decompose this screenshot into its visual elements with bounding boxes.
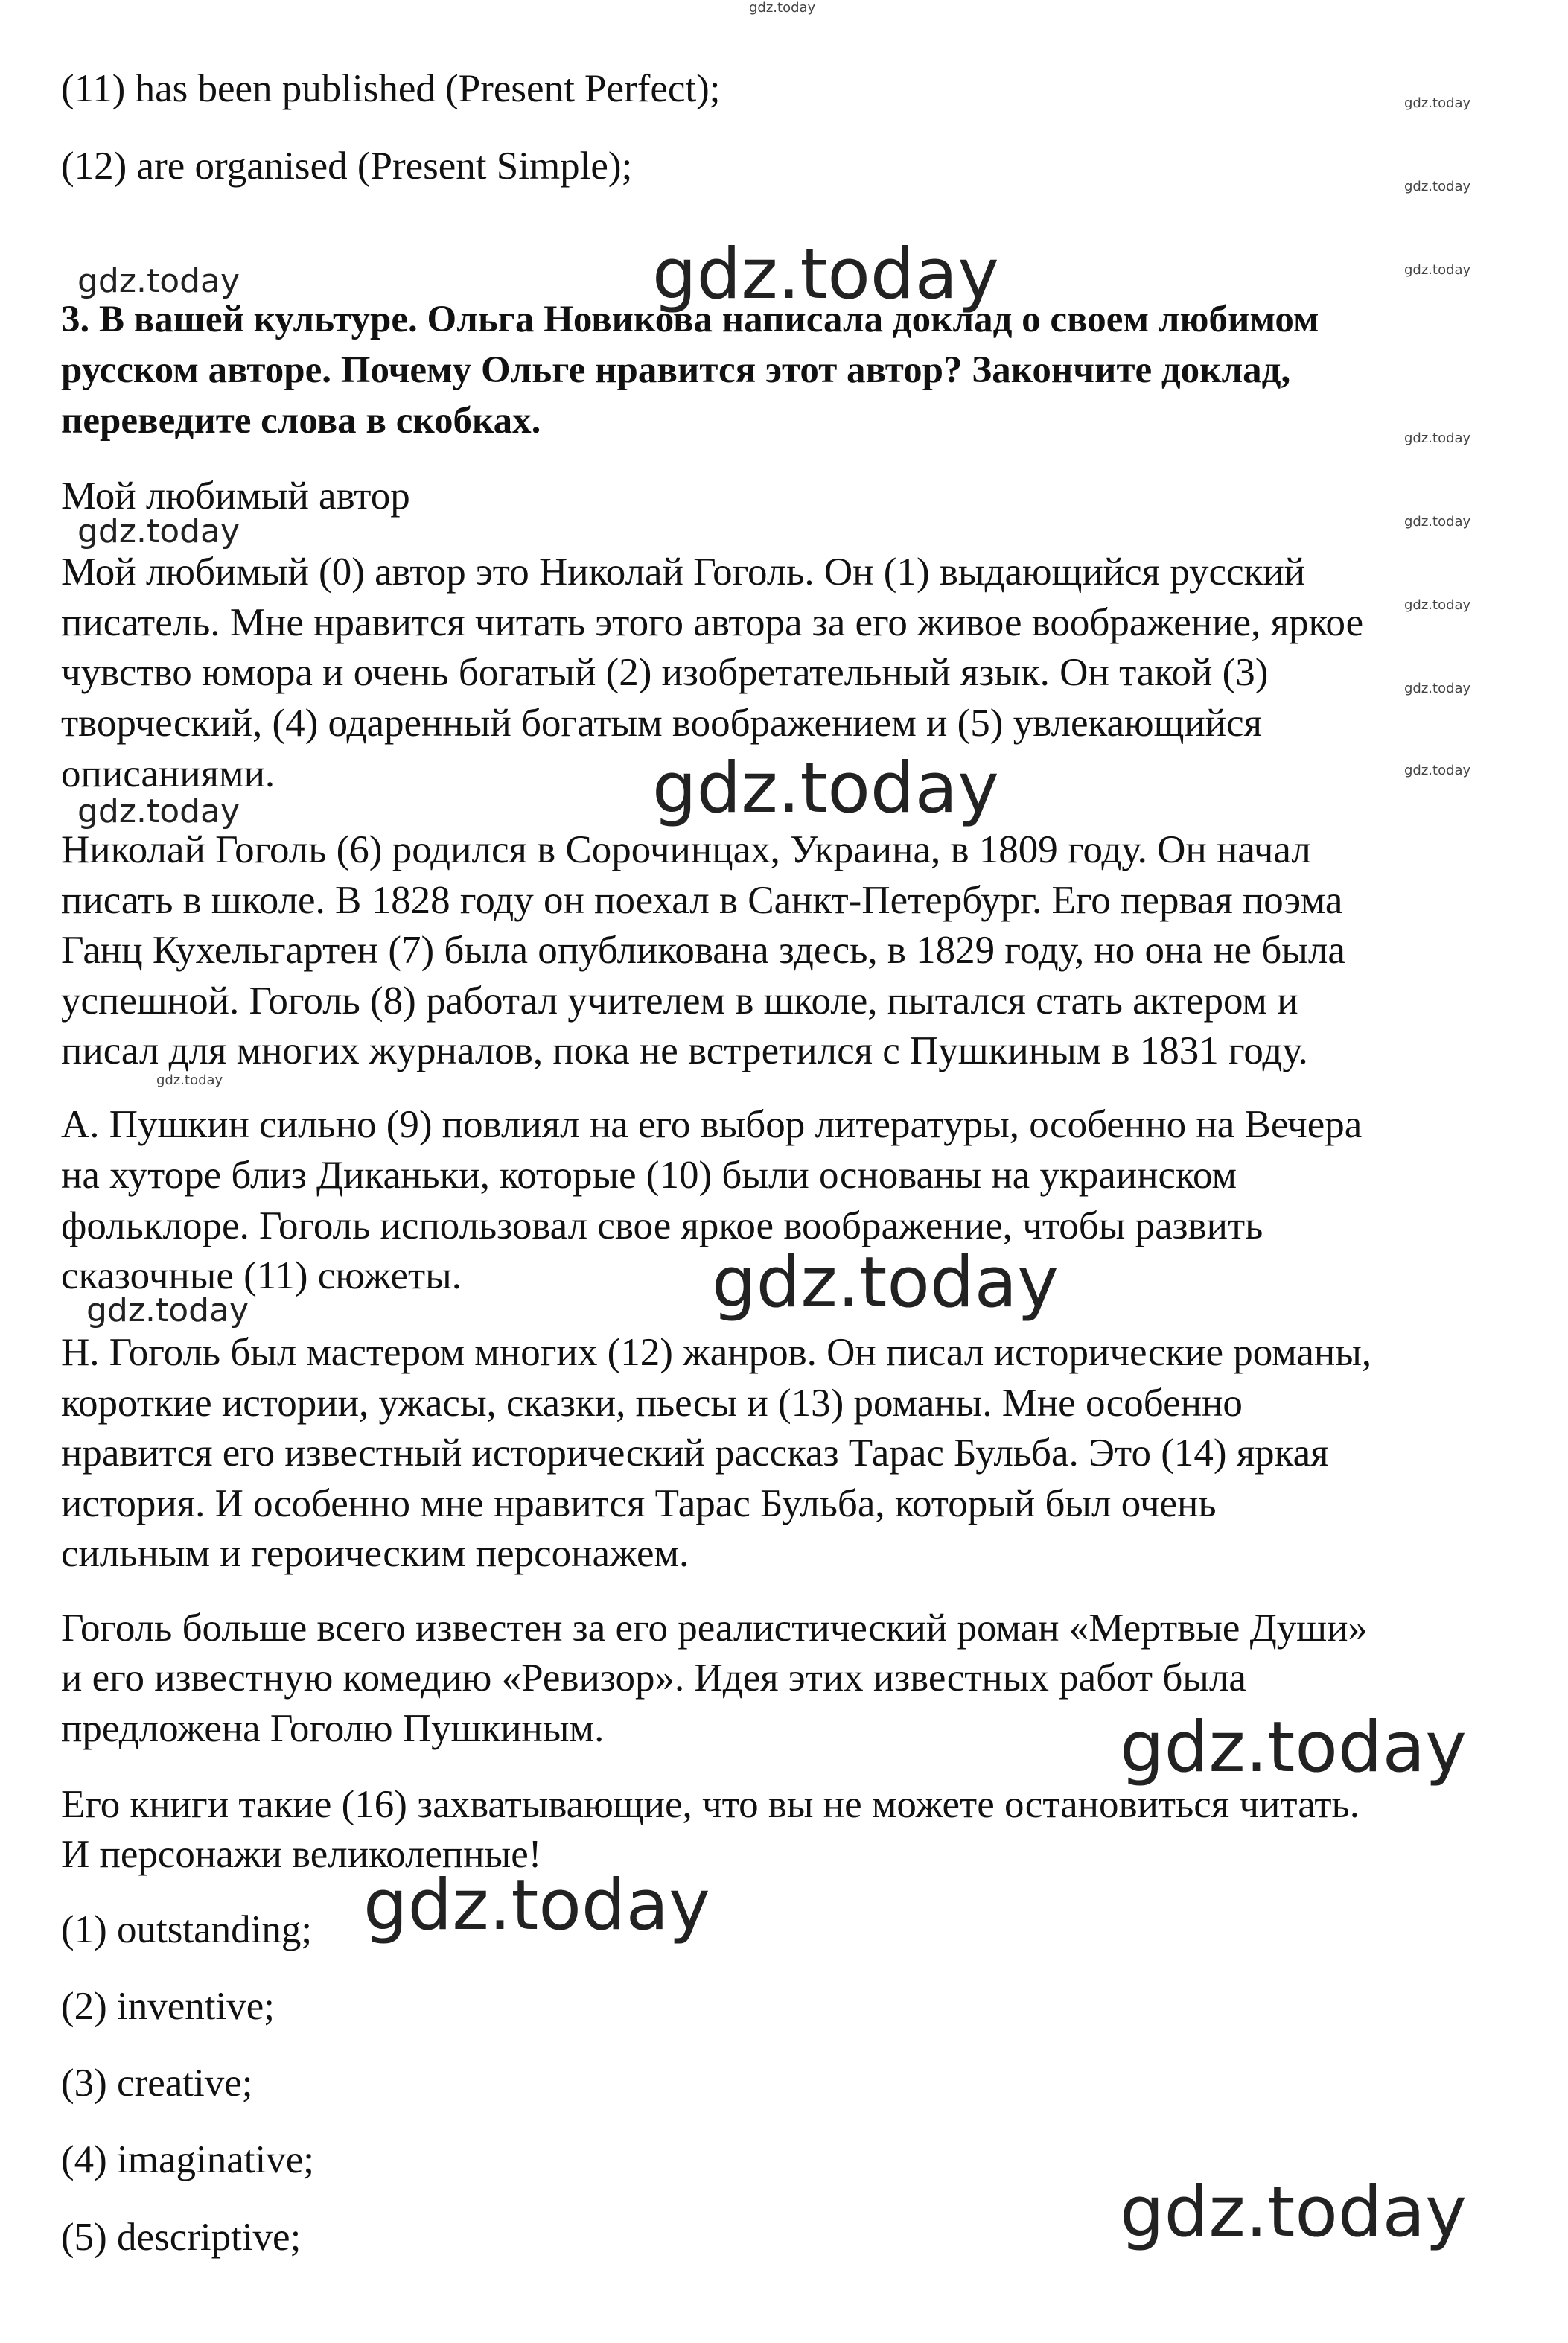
watermark: gdz.today	[652, 748, 999, 829]
paragraph-1-line-1: Мой любимый (0) автор это Николай Гоголь. Он (1) выдающийся русский	[61, 550, 1306, 594]
paragraph-5-line-2: и его известную комедию «Ревизор». Идея этих известных работ была	[61, 1656, 1246, 1700]
watermark: gdz.today	[1404, 597, 1471, 613]
watermark: gdz.today	[156, 1072, 223, 1088]
paragraph-4-line-1: Н. Гоголь был мастером многих (12) жанров. Он писал исторические романы,	[61, 1331, 1372, 1374]
answer-line-11: (11) has been published (Present Perfect);	[61, 67, 721, 110]
watermark: gdz.today	[1404, 514, 1471, 530]
watermark: gdz.today	[1404, 179, 1471, 194]
paragraph-2-line-5: писал для многих журналов, пока не встретился с Пушкиным в 1831 году.	[61, 1029, 1308, 1072]
watermark: gdz.today	[1120, 1707, 1467, 1788]
answer-line-12: (12) are organised (Present Simple);	[61, 144, 633, 188]
watermark: gdz.today	[86, 1291, 249, 1329]
paragraph-1-line-3: чувство юмора и очень богатый (2) изобретательный язык. Он такой (3)	[61, 651, 1269, 694]
watermark: gdz.today	[1120, 2172, 1467, 2253]
watermark: gdz.today	[1404, 262, 1471, 278]
paragraph-3-line-3: фольклоре. Гоголь использовал свое яркое воображение, чтобы развить	[61, 1204, 1263, 1247]
paragraph-1-line-2: писатель. Мне нравится читать этого автора за его живое воображение, яркое	[61, 601, 1364, 644]
paragraph-6-line-1: Его книги такие (16) захватывающие, что вы не можете остановиться читать.	[61, 1783, 1360, 1826]
watermark: gdz.today	[712, 1242, 1059, 1323]
watermark: gdz.today	[77, 262, 240, 300]
watermark: gdz.today	[77, 792, 240, 830]
paragraph-4-line-2: короткие истории, ужасы, сказки, пьесы и (13) романы. Мне особенно	[61, 1382, 1243, 1425]
paragraph-3-line-2: на хуторе близ Диканьки, которые (10) были основаны на украинском	[61, 1154, 1237, 1197]
paragraph-1-line-4: творческий, (4) одаренный богатым воображением и (5) увлекающийся	[61, 702, 1263, 745]
paragraph-4-line-5: сильным и героическим персонажем.	[61, 1532, 689, 1575]
watermark: gdz.today	[363, 1865, 710, 1946]
watermark: gdz.today	[1404, 430, 1471, 446]
watermark: gdz.today	[749, 0, 816, 16]
vocab-answer-5: (5) descriptive;	[61, 2216, 302, 2259]
paragraph-3-line-1: А. Пушкин сильно (9) повлиял на его выбор литературы, особенно на Вечера	[61, 1103, 1363, 1146]
paragraph-6-line-2: И персонажи великолепные!	[61, 1833, 542, 1876]
paragraph-1-line-5: описаниями.	[61, 752, 275, 795]
paragraph-5-line-1: Гоголь больше всего известен за его реалистический роман «Мертвые Души»	[61, 1606, 1368, 1650]
paragraph-3-line-4: сказочные (11) сюжеты.	[61, 1254, 462, 1297]
vocab-answer-2: (2) inventive;	[61, 1985, 275, 2028]
paragraph-4-line-4: история. И особенно мне нравится Тарас Бульба, который был очень	[61, 1482, 1217, 1525]
task-heading-line-3: переведите слова в скобках.	[61, 400, 541, 442]
watermark: gdz.today	[1404, 95, 1471, 111]
watermark: gdz.today	[77, 512, 240, 550]
paragraph-2-line-3: Ганц Кухельгартен (7) была опубликована здесь, в 1829 году, но она не была	[61, 929, 1345, 972]
task-heading-line-2: русском авторе. Почему Ольге нравится этот автор? Закончите доклад,	[61, 349, 1291, 391]
watermark: gdz.today	[652, 234, 999, 315]
vocab-answer-4: (4) imaginative;	[61, 2138, 314, 2181]
vocab-answer-1: (1) outstanding;	[61, 1908, 313, 1951]
paragraph-2-line-2: писать в школе. В 1828 году он поехал в Санкт-Петербург. Его первая поэма	[61, 879, 1343, 922]
paragraph-2-line-4: успешной. Гоголь (8) работал учителем в школе, пытался стать актером и	[61, 979, 1298, 1023]
paragraph-5-line-3: предложена Гоголю Пушкиным.	[61, 1707, 605, 1750]
paragraph-2-line-1: Николай Гоголь (6) родился в Сорочинцах, Украина, в 1809 году. Он начал	[61, 828, 1311, 871]
task-heading-line-1: 3. В вашей культуре. Ольга Новикова написала доклад о своем любимом	[61, 299, 1319, 340]
vocab-answer-3: (3) creative;	[61, 2061, 253, 2105]
watermark: gdz.today	[1404, 681, 1471, 696]
watermark: gdz.today	[1404, 763, 1471, 778]
paragraph-4-line-3: нравится его известный исторический рассказ Тарас Бульба. Это (14) яркая	[61, 1431, 1329, 1475]
report-title: Мой любимый автор	[61, 474, 410, 518]
